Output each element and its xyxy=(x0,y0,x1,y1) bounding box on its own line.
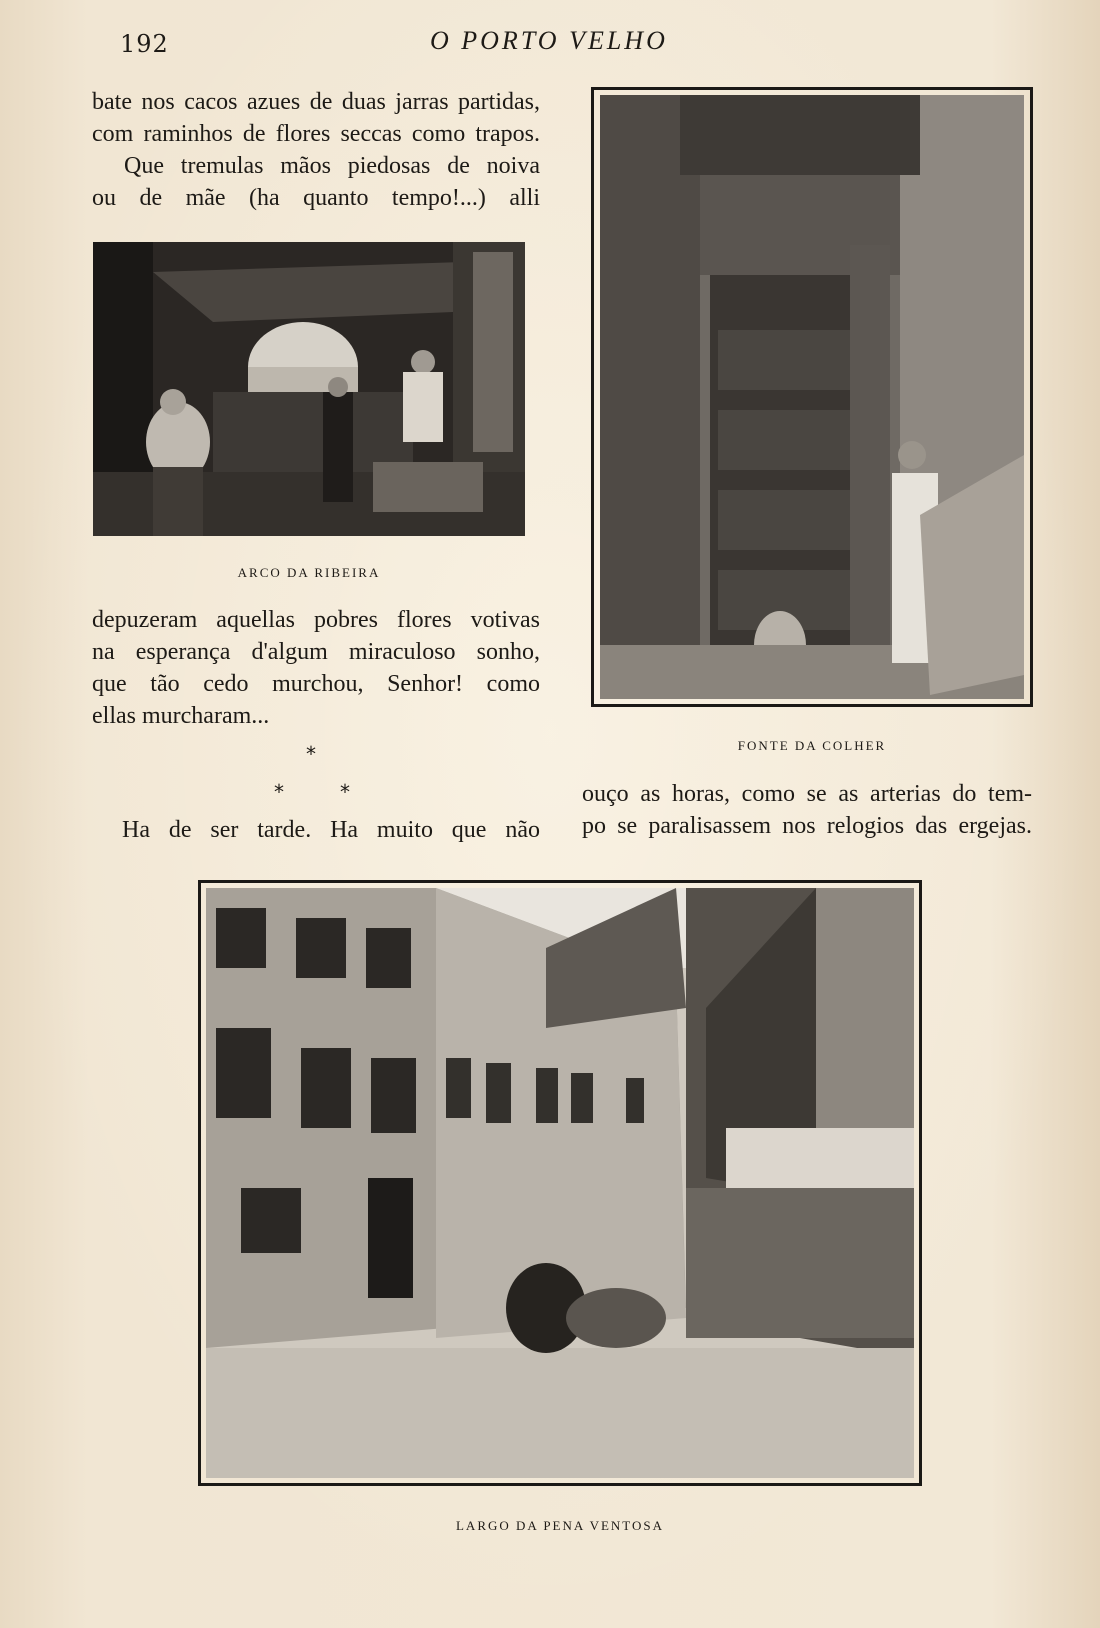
body-text-line: Que tremulas mãos piedosas de noiva xyxy=(124,153,540,179)
running-title: O PORTO VELHO xyxy=(430,26,668,55)
caption-largo-da-pena-ventosa: LARGO DA PENA VENTOSA xyxy=(455,1518,664,1533)
asterism-right: * xyxy=(340,780,350,804)
body-text-line: Ha de ser tarde. Ha muito que não xyxy=(122,817,540,843)
photo-fonte-da-colher xyxy=(600,95,1024,699)
caption-arco-da-ribeira: ARCO DA RIBEIRA xyxy=(237,565,381,580)
body-text-line: depuzeram aquellas pobres flores votivas xyxy=(92,607,540,633)
body-text-line: bate nos cacos azues de duas jarras partidas, xyxy=(92,89,540,115)
asterism-top: * xyxy=(306,742,316,766)
photo-arco-da-ribeira xyxy=(93,242,525,536)
page-number: 192 xyxy=(120,30,169,58)
body-text-line: ouço as horas, como se as arterias do tem- xyxy=(582,781,1032,807)
body-text-line: que tão cedo murchou, Senhor! como xyxy=(92,671,540,697)
caption-fonte-da-colher: FONTE DA COLHER xyxy=(737,738,887,753)
body-text-line: ou de mãe (ha quanto tempo!...) alli xyxy=(92,185,540,211)
asterism-left: * xyxy=(274,780,284,804)
body-text-line: ellas murcharam... xyxy=(92,703,270,729)
body-text-line: com raminhos de flores seccas como trapos. xyxy=(92,121,540,147)
body-text-line: na esperança d'algum miraculoso sonho, xyxy=(92,639,540,665)
photo-largo-da-pena-ventosa xyxy=(206,888,914,1478)
body-text-line: po se paralisassem nos relogios das ergejas. xyxy=(582,813,1032,839)
